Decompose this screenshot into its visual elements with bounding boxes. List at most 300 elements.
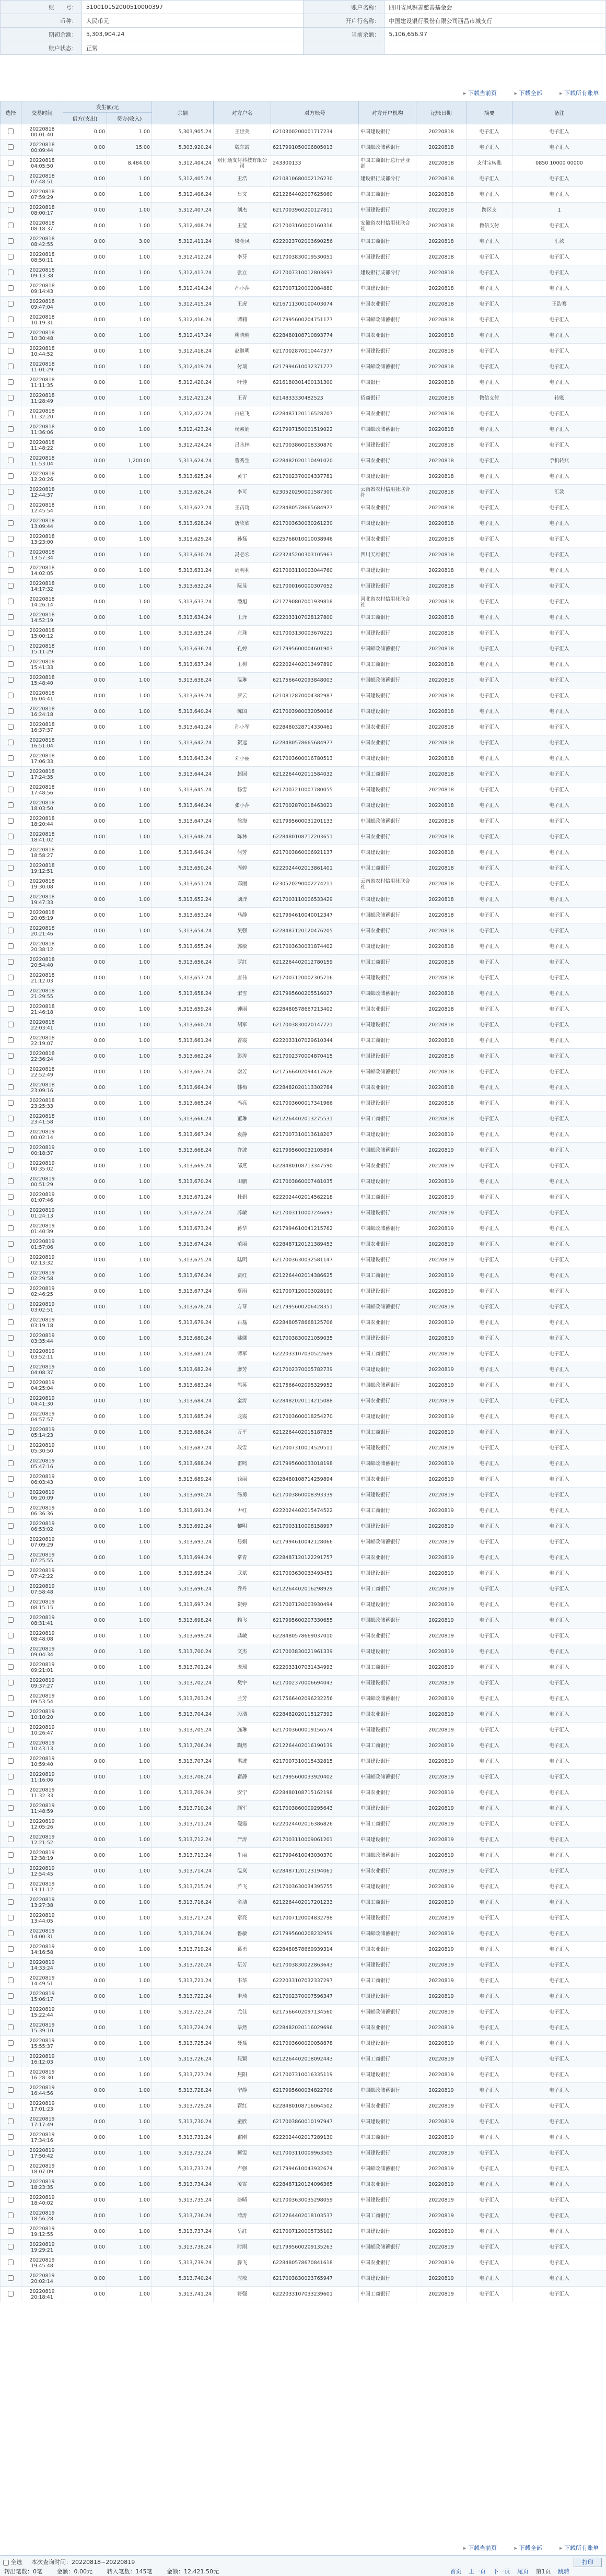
row-select-cell[interactable] <box>1 1033 21 1049</box>
table-row[interactable] <box>1 2067 606 2083</box>
row-select-cell[interactable] <box>1 312 21 328</box>
table-row[interactable] <box>1 1158 606 1174</box>
table-row[interactable] <box>1 735 606 751</box>
row-select-cell[interactable] <box>1 1801 21 1817</box>
row-select-cell[interactable] <box>1 469 21 485</box>
table-row[interactable] <box>1 2114 606 2130</box>
row-select-cell[interactable] <box>1 1456 21 1472</box>
row-checkbox[interactable] <box>8 1147 14 1153</box>
row-checkbox[interactable] <box>8 1758 14 1764</box>
row-select-cell[interactable] <box>1 1660 21 1676</box>
row-select-cell[interactable] <box>1 735 21 751</box>
row-select-cell[interactable] <box>1 923 21 939</box>
row-checkbox[interactable] <box>8 959 14 965</box>
row-select-cell[interactable] <box>1 1785 21 1801</box>
row-checkbox[interactable] <box>8 1351 14 1356</box>
table-row[interactable] <box>1 1770 606 1785</box>
row-checkbox[interactable] <box>8 144 14 150</box>
table-row[interactable] <box>1 422 606 438</box>
row-select-cell[interactable] <box>1 892 21 908</box>
row-select-cell[interactable] <box>1 265 21 281</box>
row-checkbox[interactable] <box>8 1116 14 1121</box>
table-row[interactable] <box>1 2177 606 2193</box>
row-checkbox[interactable] <box>8 552 14 557</box>
row-select-cell[interactable] <box>1 1770 21 1785</box>
download-bills-link[interactable]: ▸ 下载所有账单 <box>560 2545 599 2551</box>
row-checkbox[interactable] <box>8 270 14 275</box>
row-checkbox[interactable] <box>8 1601 14 1607</box>
row-checkbox[interactable] <box>8 583 14 589</box>
row-checkbox[interactable] <box>8 1742 14 1748</box>
table-row[interactable] <box>1 861 606 876</box>
row-select-cell[interactable] <box>1 1049 21 1064</box>
row-checkbox[interactable] <box>8 1178 14 1184</box>
row-select-cell[interactable] <box>1 1488 21 1503</box>
row-checkbox[interactable] <box>8 505 14 510</box>
table-row[interactable] <box>1 1472 606 1488</box>
row-checkbox[interactable] <box>8 1100 14 1106</box>
row-select-cell[interactable] <box>1 1096 21 1111</box>
row-checkbox[interactable] <box>8 1695 14 1701</box>
row-checkbox[interactable] <box>8 1617 14 1623</box>
row-checkbox[interactable] <box>8 693 14 698</box>
table-row[interactable] <box>1 955 606 970</box>
table-row[interactable] <box>1 2083 606 2099</box>
row-select-cell[interactable] <box>1 1519 21 1535</box>
table-row[interactable] <box>1 234 606 250</box>
row-checkbox[interactable] <box>8 1476 14 1482</box>
row-select-cell[interactable] <box>1 1002 21 1017</box>
table-row[interactable] <box>1 688 606 704</box>
table-row[interactable] <box>1 203 606 218</box>
row-checkbox[interactable] <box>8 1993 14 1999</box>
row-select-cell[interactable] <box>1 485 21 500</box>
row-checkbox[interactable] <box>8 2165 14 2171</box>
row-select-cell[interactable] <box>1 1691 21 1707</box>
col-credit[interactable]: 贷方(收入) <box>107 113 152 124</box>
row-select-cell[interactable] <box>1 2099 21 2114</box>
row-checkbox[interactable] <box>8 1413 14 1419</box>
table-row[interactable] <box>1 1613 606 1629</box>
row-checkbox[interactable] <box>8 1554 14 1560</box>
row-checkbox[interactable] <box>8 1852 14 1858</box>
table-row[interactable] <box>1 1801 606 1817</box>
row-select-cell[interactable] <box>1 720 21 735</box>
table-row[interactable] <box>1 1566 606 1582</box>
row-checkbox[interactable] <box>8 1899 14 1905</box>
table-row[interactable] <box>1 391 606 406</box>
row-select-cell[interactable] <box>1 1441 21 1456</box>
row-checkbox[interactable] <box>8 1382 14 1388</box>
table-row[interactable] <box>1 1895 606 1911</box>
next-page-link[interactable]: 下一页 <box>493 2568 510 2575</box>
row-checkbox[interactable] <box>8 1492 14 1497</box>
row-select-cell[interactable] <box>1 1080 21 1096</box>
row-select-cell[interactable] <box>1 297 21 312</box>
table-row[interactable] <box>1 1707 606 1723</box>
table-row[interactable] <box>1 2224 606 2240</box>
table-row[interactable] <box>1 1441 606 1456</box>
table-row[interactable] <box>1 673 606 688</box>
row-select-cell[interactable] <box>1 1127 21 1143</box>
row-checkbox[interactable] <box>8 442 14 448</box>
table-row[interactable] <box>1 171 606 187</box>
table-row[interactable] <box>1 328 606 344</box>
row-select-cell[interactable] <box>1 1597 21 1613</box>
table-row[interactable] <box>1 2130 606 2146</box>
row-checkbox[interactable] <box>8 2118 14 2124</box>
table-row[interactable] <box>1 406 606 422</box>
row-checkbox[interactable] <box>8 1946 14 1952</box>
row-select-cell[interactable] <box>1 2240 21 2255</box>
table-row[interactable] <box>1 1644 606 1660</box>
table-row[interactable] <box>1 469 606 485</box>
table-row[interactable] <box>1 485 606 500</box>
row-checkbox[interactable] <box>8 787 14 792</box>
row-select-cell[interactable] <box>1 1315 21 1331</box>
row-checkbox[interactable] <box>8 1648 14 1654</box>
row-select-cell[interactable] <box>1 1503 21 1519</box>
table-row[interactable] <box>1 250 606 265</box>
row-select-cell[interactable] <box>1 2224 21 2240</box>
row-select-cell[interactable] <box>1 2067 21 2083</box>
row-select-cell[interactable] <box>1 156 21 171</box>
row-checkbox[interactable] <box>8 865 14 871</box>
first-page-link[interactable]: 首页 <box>450 2568 462 2575</box>
row-select-cell[interactable] <box>1 1143 21 1158</box>
row-checkbox[interactable] <box>8 364 14 369</box>
row-select-cell[interactable] <box>1 829 21 845</box>
row-checkbox[interactable] <box>8 2228 14 2234</box>
row-checkbox[interactable] <box>8 1570 14 1576</box>
table-row[interactable] <box>1 829 606 845</box>
prev-page-link[interactable]: 上一页 <box>469 2568 486 2575</box>
table-row[interactable] <box>1 814 606 829</box>
row-select-cell[interactable] <box>1 234 21 250</box>
row-select-cell[interactable] <box>1 1942 21 1958</box>
row-checkbox[interactable] <box>8 1805 14 1811</box>
row-checkbox[interactable] <box>8 1037 14 1043</box>
row-select-cell[interactable] <box>1 281 21 297</box>
row-select-cell[interactable] <box>1 798 21 814</box>
table-row[interactable] <box>1 704 606 720</box>
row-select-cell[interactable] <box>1 1221 21 1237</box>
table-row[interactable] <box>1 1331 606 1346</box>
table-row[interactable] <box>1 438 606 453</box>
row-select-cell[interactable] <box>1 453 21 469</box>
row-select-cell[interactable] <box>1 1284 21 1299</box>
row-select-cell[interactable] <box>1 2005 21 2020</box>
row-checkbox[interactable] <box>8 2181 14 2187</box>
table-row[interactable] <box>1 610 606 626</box>
row-select-cell[interactable] <box>1 1613 21 1629</box>
row-checkbox[interactable] <box>8 990 14 996</box>
row-checkbox[interactable] <box>8 1977 14 1983</box>
row-checkbox[interactable] <box>8 834 14 839</box>
row-select-cell[interactable] <box>1 1425 21 1441</box>
row-select-cell[interactable] <box>1 1817 21 1832</box>
table-row[interactable] <box>1 1378 606 1394</box>
row-checkbox[interactable] <box>8 677 14 683</box>
row-checkbox[interactable] <box>8 646 14 651</box>
table-row[interactable] <box>1 1205 606 1221</box>
row-select-cell[interactable] <box>1 1378 21 1394</box>
row-select-cell[interactable] <box>1 641 21 657</box>
row-checkbox[interactable] <box>8 1523 14 1529</box>
row-select-cell[interactable] <box>1 939 21 955</box>
row-select-cell[interactable] <box>1 2083 21 2099</box>
row-checkbox[interactable] <box>8 1821 14 1826</box>
row-select-cell[interactable] <box>1 1582 21 1597</box>
col-counter-account[interactable]: 对方账号 <box>271 101 359 124</box>
row-select-cell[interactable] <box>1 1644 21 1660</box>
table-row[interactable] <box>1 140 606 156</box>
row-select-cell[interactable] <box>1 1362 21 1378</box>
table-row[interactable] <box>1 265 606 281</box>
table-row[interactable] <box>1 2146 606 2161</box>
table-row[interactable] <box>1 281 606 297</box>
row-select-cell[interactable] <box>1 438 21 453</box>
table-row[interactable] <box>1 1488 606 1503</box>
row-select-cell[interactable] <box>1 1346 21 1362</box>
row-checkbox[interactable] <box>8 896 14 902</box>
row-checkbox[interactable] <box>8 1084 14 1090</box>
row-select-cell[interactable] <box>1 861 21 876</box>
row-checkbox[interactable] <box>8 1930 14 1936</box>
row-checkbox[interactable] <box>8 2103 14 2109</box>
row-checkbox[interactable] <box>8 536 14 542</box>
row-select-cell[interactable] <box>1 422 21 438</box>
table-row[interactable] <box>1 2208 606 2224</box>
row-checkbox[interactable] <box>8 755 14 761</box>
table-row[interactable] <box>1 2193 606 2208</box>
row-select-cell[interactable] <box>1 124 21 140</box>
row-select-cell[interactable] <box>1 344 21 359</box>
table-row[interactable] <box>1 547 606 563</box>
row-select-cell[interactable] <box>1 563 21 579</box>
table-row[interactable] <box>1 923 606 939</box>
table-row[interactable] <box>1 312 606 328</box>
row-select-cell[interactable] <box>1 594 21 610</box>
table-row[interactable] <box>1 1456 606 1472</box>
row-checkbox[interactable] <box>8 317 14 322</box>
table-row[interactable] <box>1 1299 606 1315</box>
table-row[interactable] <box>1 1691 606 1707</box>
table-row[interactable] <box>1 1754 606 1770</box>
table-row[interactable] <box>1 579 606 594</box>
col-counter-bank[interactable]: 对方开户机构 <box>359 101 416 124</box>
row-checkbox[interactable] <box>8 818 14 824</box>
row-checkbox[interactable] <box>8 1633 14 1638</box>
table-row[interactable] <box>1 1096 606 1111</box>
row-select-cell[interactable] <box>1 657 21 673</box>
row-select-cell[interactable] <box>1 970 21 986</box>
table-row[interactable] <box>1 1519 606 1535</box>
row-checkbox[interactable] <box>8 1774 14 1779</box>
row-checkbox[interactable] <box>8 411 14 416</box>
table-row[interactable] <box>1 2161 606 2177</box>
row-select-cell[interactable] <box>1 516 21 532</box>
table-row[interactable] <box>1 218 606 234</box>
row-select-cell[interactable] <box>1 391 21 406</box>
download-bills-link[interactable]: ▸ 下载所有账单 <box>560 90 599 97</box>
table-row[interactable] <box>1 1660 606 1676</box>
row-checkbox[interactable] <box>8 348 14 354</box>
row-select-cell[interactable] <box>1 2177 21 2193</box>
row-select-cell[interactable] <box>1 1472 21 1488</box>
row-checkbox[interactable] <box>8 1836 14 1842</box>
table-row[interactable] <box>1 2052 606 2067</box>
row-checkbox[interactable] <box>8 1445 14 1450</box>
row-checkbox[interactable] <box>8 1727 14 1732</box>
col-counter-name[interactable]: 对方户名 <box>214 101 271 124</box>
row-select-cell[interactable] <box>1 2036 21 2052</box>
row-checkbox[interactable] <box>8 1883 14 1889</box>
row-select-cell[interactable] <box>1 375 21 391</box>
row-checkbox[interactable] <box>8 223 14 228</box>
table-row[interactable] <box>1 1958 606 1973</box>
row-select-cell[interactable] <box>1 1973 21 1989</box>
row-select-cell[interactable] <box>1 579 21 594</box>
row-select-cell[interactable] <box>1 1409 21 1425</box>
row-checkbox[interactable] <box>8 426 14 432</box>
download-all-link[interactable]: ▸ 下载全部 <box>514 90 542 97</box>
table-row[interactable] <box>1 1723 606 1738</box>
row-checkbox[interactable] <box>8 2197 14 2203</box>
checkbox[interactable] <box>3 2560 9 2566</box>
row-checkbox[interactable] <box>8 238 14 244</box>
row-checkbox[interactable] <box>8 1539 14 1544</box>
table-row[interactable] <box>1 1817 606 1832</box>
row-select-cell[interactable] <box>1 782 21 798</box>
row-checkbox[interactable] <box>8 1366 14 1372</box>
row-checkbox[interactable] <box>8 1272 14 1278</box>
row-select-cell[interactable] <box>1 1629 21 1644</box>
table-row[interactable] <box>1 500 606 516</box>
table-row[interactable] <box>1 1911 606 1926</box>
row-select-cell[interactable] <box>1 1879 21 1895</box>
row-checkbox[interactable] <box>8 2071 14 2077</box>
table-row[interactable] <box>1 1002 606 1017</box>
table-row[interactable] <box>1 1268 606 1284</box>
table-row[interactable] <box>1 1503 606 1519</box>
table-row[interactable] <box>1 375 606 391</box>
row-checkbox[interactable] <box>8 160 14 166</box>
row-select-cell[interactable] <box>1 1535 21 1550</box>
row-select-cell[interactable] <box>1 1754 21 1770</box>
table-row[interactable] <box>1 1127 606 1143</box>
table-row[interactable] <box>1 156 606 171</box>
row-select-cell[interactable] <box>1 814 21 829</box>
row-select-cell[interactable] <box>1 1111 21 1127</box>
table-row[interactable] <box>1 2020 606 2036</box>
row-checkbox[interactable] <box>8 128 14 134</box>
table-row[interactable] <box>1 2036 606 2052</box>
table-row[interactable] <box>1 453 606 469</box>
row-checkbox[interactable] <box>8 928 14 933</box>
row-select-cell[interactable] <box>1 986 21 1002</box>
row-checkbox[interactable] <box>8 1304 14 1309</box>
table-row[interactable] <box>1 1111 606 1127</box>
table-row[interactable] <box>1 876 606 892</box>
row-checkbox[interactable] <box>8 207 14 213</box>
table-row[interactable] <box>1 1926 606 1942</box>
row-checkbox[interactable] <box>8 191 14 197</box>
table-row[interactable] <box>1 1080 606 1096</box>
row-checkbox[interactable] <box>8 1241 14 1247</box>
row-checkbox[interactable] <box>8 1335 14 1341</box>
table-row[interactable] <box>1 798 606 814</box>
table-row[interactable] <box>1 970 606 986</box>
table-row[interactable] <box>1 1425 606 1441</box>
row-select-cell[interactable] <box>1 1738 21 1754</box>
row-select-cell[interactable] <box>1 500 21 516</box>
table-row[interactable] <box>1 939 606 955</box>
table-row[interactable] <box>1 908 606 923</box>
row-checkbox[interactable] <box>8 1868 14 1874</box>
table-row[interactable] <box>1 1409 606 1425</box>
row-select-cell[interactable] <box>1 1958 21 1973</box>
table-row[interactable] <box>1 124 606 140</box>
row-checkbox[interactable] <box>8 175 14 181</box>
row-select-cell[interactable] <box>1 1566 21 1582</box>
table-row[interactable] <box>1 720 606 735</box>
row-checkbox[interactable] <box>8 1210 14 1215</box>
table-row[interactable] <box>1 1582 606 1597</box>
row-select-cell[interactable] <box>1 1268 21 1284</box>
last-page-link[interactable]: 尾页 <box>517 2568 529 2575</box>
row-checkbox[interactable] <box>8 520 14 526</box>
row-select-cell[interactable] <box>1 955 21 970</box>
row-select-cell[interactable] <box>1 2255 21 2271</box>
table-row[interactable] <box>1 297 606 312</box>
row-select-cell[interactable] <box>1 171 21 187</box>
row-select-cell[interactable] <box>1 1864 21 1879</box>
row-select-cell[interactable] <box>1 1989 21 2005</box>
row-checkbox[interactable] <box>8 1398 14 1403</box>
row-checkbox[interactable] <box>8 2134 14 2140</box>
row-select-cell[interactable] <box>1 1205 21 1221</box>
row-select-cell[interactable] <box>1 1926 21 1942</box>
row-checkbox[interactable] <box>8 301 14 307</box>
row-checkbox[interactable] <box>8 1915 14 1921</box>
row-select-cell[interactable] <box>1 751 21 767</box>
table-row[interactable] <box>1 1017 606 1033</box>
row-checkbox[interactable] <box>8 254 14 260</box>
table-row[interactable] <box>1 1785 606 1801</box>
row-checkbox[interactable] <box>8 912 14 918</box>
row-select-cell[interactable] <box>1 1174 21 1190</box>
table-row[interactable] <box>1 657 606 673</box>
table-row[interactable] <box>1 1676 606 1691</box>
row-checkbox[interactable] <box>8 2087 14 2093</box>
table-row[interactable] <box>1 1973 606 1989</box>
row-select-cell[interactable] <box>1 2193 21 2208</box>
row-select-cell[interactable] <box>1 1848 21 1864</box>
table-row[interactable] <box>1 344 606 359</box>
row-checkbox[interactable] <box>8 379 14 385</box>
col-time[interactable]: 交易时间 <box>21 101 63 124</box>
row-select-cell[interactable] <box>1 1707 21 1723</box>
table-row[interactable] <box>1 782 606 798</box>
row-select-cell[interactable] <box>1 2146 21 2161</box>
row-select-cell[interactable] <box>1 2052 21 2067</box>
table-row[interactable] <box>1 641 606 657</box>
row-checkbox[interactable] <box>8 2009 14 2015</box>
row-checkbox[interactable] <box>8 2212 14 2218</box>
row-checkbox[interactable] <box>8 1022 14 1027</box>
row-checkbox[interactable] <box>8 1006 14 1012</box>
